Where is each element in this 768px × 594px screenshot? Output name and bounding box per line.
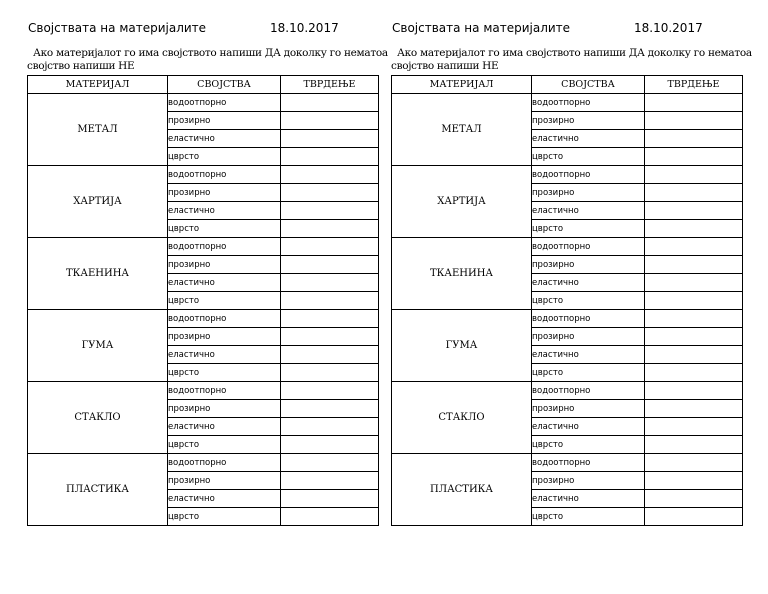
material-cell: ГУМА — [28, 310, 168, 382]
property-cell: еластично — [532, 490, 645, 508]
answer-cell[interactable] — [281, 382, 379, 400]
answer-cell[interactable] — [645, 490, 743, 508]
property-cell: еластично — [532, 274, 645, 292]
answer-cell[interactable] — [645, 112, 743, 130]
material-cell: СТАКЛО — [392, 382, 532, 454]
answer-cell[interactable] — [645, 184, 743, 202]
material-cell: СТАКЛО — [28, 382, 168, 454]
answer-cell[interactable] — [645, 202, 743, 220]
material-cell: ПЛАСТИКА — [28, 454, 168, 526]
column-header-material: МАТЕРИЈАЛ — [28, 76, 168, 94]
answer-cell[interactable] — [281, 256, 379, 274]
worksheet-date: 18.10.2017 — [634, 21, 703, 35]
table-header-row — [28, 76, 379, 94]
table-row — [392, 454, 743, 472]
column-header-material: МАТЕРИЈАЛ — [392, 76, 532, 94]
property-cell: цврсто — [532, 292, 645, 310]
material-cell: ТКАЕНИНА — [28, 238, 168, 310]
answer-cell[interactable] — [281, 346, 379, 364]
properties-table — [391, 75, 743, 526]
answer-cell[interactable] — [645, 238, 743, 256]
answer-cell[interactable] — [645, 328, 743, 346]
property-cell: еластично — [168, 130, 281, 148]
answer-cell[interactable] — [281, 292, 379, 310]
property-cell: водоотпорно — [168, 454, 281, 472]
instructions-line-1: Ако материјалот го има својството напиши ДА доколку го нематоа — [397, 47, 752, 59]
answer-cell[interactable] — [281, 454, 379, 472]
worksheet-date: 18.10.2017 — [270, 21, 339, 35]
table-header-row — [392, 76, 743, 94]
material-cell: ХАРТИЈА — [392, 166, 532, 238]
property-cell: прозирно — [532, 328, 645, 346]
property-cell: прозирно — [168, 328, 281, 346]
column-header-property: СВОЈСТВА — [168, 76, 281, 94]
property-cell: прозирно — [532, 256, 645, 274]
answer-cell[interactable] — [281, 490, 379, 508]
property-cell: водоотпорно — [532, 382, 645, 400]
answer-cell[interactable] — [281, 472, 379, 490]
property-cell: цврсто — [168, 364, 281, 382]
property-cell: еластично — [168, 418, 281, 436]
property-cell: прозирно — [168, 472, 281, 490]
material-cell: МЕТАЛ — [392, 94, 532, 166]
worksheet-title: Својствата на материјалите — [28, 21, 207, 35]
property-cell: еластично — [168, 202, 281, 220]
answer-cell[interactable] — [645, 310, 743, 328]
table-row — [28, 382, 379, 400]
answer-cell[interactable] — [281, 202, 379, 220]
material-cell: МЕТАЛ — [28, 94, 168, 166]
property-cell: цврсто — [168, 148, 281, 166]
property-cell: прозирно — [168, 256, 281, 274]
material-cell: ГУМА — [392, 310, 532, 382]
property-cell: цврсто — [532, 364, 645, 382]
answer-cell[interactable] — [645, 292, 743, 310]
answer-cell[interactable] — [645, 472, 743, 490]
property-cell: водоотпорно — [168, 382, 281, 400]
answer-cell[interactable] — [281, 184, 379, 202]
answer-cell[interactable] — [281, 130, 379, 148]
property-cell: еластично — [168, 490, 281, 508]
answer-cell[interactable] — [281, 166, 379, 184]
answer-cell[interactable] — [645, 256, 743, 274]
property-cell: цврсто — [532, 148, 645, 166]
property-cell: водоотпорно — [532, 454, 645, 472]
table-row — [392, 310, 743, 328]
property-cell: еластично — [532, 130, 645, 148]
instructions-line-2: својство напиши НЕ — [391, 60, 499, 72]
instructions-line-1: Ако материјалот го има својството напиши ДА доколку го нематоа — [33, 47, 388, 59]
answer-cell[interactable] — [281, 436, 379, 454]
instructions — [391, 47, 752, 73]
property-cell: водоотпорно — [168, 238, 281, 256]
table-row — [28, 454, 379, 472]
answer-cell[interactable] — [281, 238, 379, 256]
column-header-claim: ТВРДЕЊЕ — [645, 76, 743, 94]
answer-cell[interactable] — [281, 364, 379, 382]
answer-cell[interactable] — [645, 220, 743, 238]
answer-cell[interactable] — [645, 148, 743, 166]
table-row — [28, 166, 379, 184]
property-cell: водоотпорно — [168, 166, 281, 184]
property-cell: водоотпорно — [532, 310, 645, 328]
table-row — [28, 310, 379, 328]
answer-cell[interactable] — [281, 148, 379, 166]
property-cell: еластично — [168, 274, 281, 292]
answer-cell[interactable] — [281, 418, 379, 436]
material-cell: ТКАЕНИНА — [392, 238, 532, 310]
answer-cell[interactable] — [281, 310, 379, 328]
property-cell: прозирно — [532, 112, 645, 130]
answer-cell[interactable] — [281, 400, 379, 418]
answer-cell[interactable] — [281, 220, 379, 238]
property-cell: цврсто — [532, 436, 645, 454]
instructions — [27, 47, 388, 73]
property-cell: цврсто — [168, 292, 281, 310]
answer-cell[interactable] — [645, 166, 743, 184]
property-cell: цврсто — [168, 508, 281, 526]
answer-cell[interactable] — [645, 94, 743, 112]
answer-cell[interactable] — [281, 274, 379, 292]
column-header-claim: ТВРДЕЊЕ — [281, 76, 379, 94]
property-cell: прозирно — [168, 112, 281, 130]
property-cell: цврсто — [532, 508, 645, 526]
property-cell: водоотпорно — [168, 310, 281, 328]
table-row — [392, 166, 743, 184]
answer-cell[interactable] — [645, 382, 743, 400]
header — [28, 20, 368, 36]
property-cell: еластично — [532, 418, 645, 436]
answer-cell[interactable] — [645, 418, 743, 436]
answer-cell[interactable] — [645, 454, 743, 472]
answer-cell[interactable] — [281, 328, 379, 346]
property-cell: водоотпорно — [532, 94, 645, 112]
material-cell: ХАРТИЈА — [28, 166, 168, 238]
column-header-property: СВОЈСТВА — [532, 76, 645, 94]
table-row — [28, 238, 379, 256]
property-cell: цврсто — [168, 220, 281, 238]
answer-cell[interactable] — [281, 508, 379, 526]
worksheet-title: Својствата на материјалите — [392, 21, 571, 35]
property-cell: еластично — [532, 202, 645, 220]
answer-cell[interactable] — [645, 274, 743, 292]
property-cell: водоотпорно — [168, 94, 281, 112]
property-cell: прозирно — [168, 400, 281, 418]
table-row — [28, 94, 379, 112]
property-cell: прозирно — [532, 184, 645, 202]
answer-cell[interactable] — [281, 94, 379, 112]
answer-cell[interactable] — [645, 508, 743, 526]
property-cell: еластично — [532, 346, 645, 364]
property-cell: прозирно — [168, 184, 281, 202]
material-cell: ПЛАСТИКА — [392, 454, 532, 526]
property-cell: водоотпорно — [532, 166, 645, 184]
property-cell: прозирно — [532, 472, 645, 490]
answer-cell[interactable] — [645, 364, 743, 382]
property-cell: цврсто — [532, 220, 645, 238]
table-row — [392, 238, 743, 256]
answer-cell[interactable] — [645, 130, 743, 148]
table-row — [392, 382, 743, 400]
property-cell: прозирно — [532, 400, 645, 418]
property-cell: водоотпорно — [532, 238, 645, 256]
instructions-line-2: својство напиши НЕ — [27, 60, 135, 72]
answer-cell[interactable] — [645, 400, 743, 418]
property-cell: цврсто — [168, 436, 281, 454]
answer-cell[interactable] — [645, 436, 743, 454]
properties-table — [27, 75, 379, 526]
header — [392, 20, 732, 36]
table-row — [392, 94, 743, 112]
answer-cell[interactable] — [645, 346, 743, 364]
property-cell: еластично — [168, 346, 281, 364]
answer-cell[interactable] — [281, 112, 379, 130]
